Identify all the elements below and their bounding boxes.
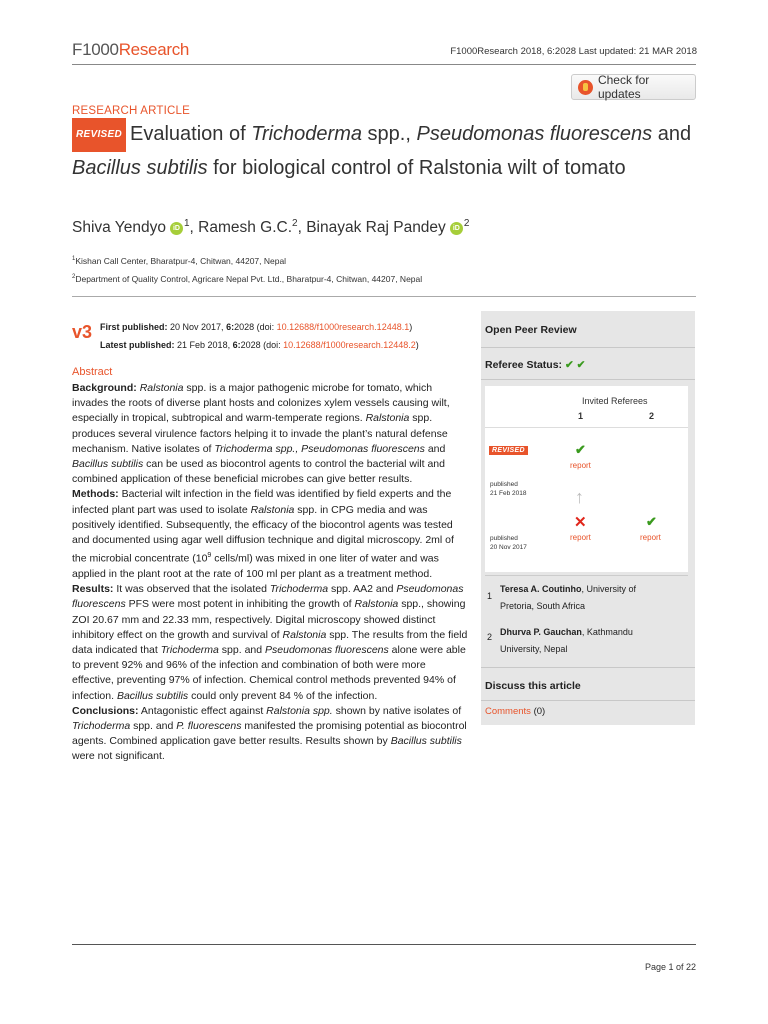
referee-number: 1 <box>487 591 493 601</box>
referee-number: 2 <box>487 632 493 642</box>
article-title: REVISED Evaluation of Trichoderma spp., Pseudomonas fluorescens and Bacillus subtilis for biological control of Ralstonia wilt of tomato <box>72 118 692 184</box>
abstract-results: Results: It was observed that the isolated Trichoderma spp. AA2 and Pseudomonas fluorescens PFS were most potent in inhibiting the growth of Ralstonia spp., showing ZOI 20.67 mm and 22.33 mm, respectively. Digital microscopy showed distinct inhibitory effect on the growth and survival of Ralstonia spp. The results from the field data indicated that Trichoderma spp. and Pseudomonas fluorescens alone were able to prevent 92% and 96% of the infection and combination of both were more effective, preventing 97% of infection. Chemical control methods prevented 94% of infection. Bacillus subtilis could only prevent 84 % of the infection. <box>72 583 468 702</box>
revised-badge: REVISED <box>72 118 126 152</box>
author-name[interactable]: Shiva Yendyo <box>72 219 166 237</box>
panel-divider <box>485 575 688 576</box>
referee-col-1: 1 <box>578 411 584 421</box>
panel-divider <box>481 379 695 380</box>
approved-check-icons: ✔ ✔ <box>564 359 586 371</box>
citation-line: F1000Research 2018, 6:2028 Last updated: 21 MAR 2018 <box>450 46 697 57</box>
header-divider <box>72 64 696 65</box>
peer-review-title: Open Peer Review <box>485 324 577 336</box>
table-divider <box>485 427 688 428</box>
first-published: First published: 20 Nov 2017, 6:2028 (doi: 10.12688/f1000research.12448.1) <box>100 322 413 332</box>
report-link[interactable]: report <box>640 533 661 542</box>
author-name[interactable]: Ramesh G.C. <box>198 219 293 237</box>
report-link[interactable]: report <box>570 533 591 542</box>
panel-divider <box>481 700 695 701</box>
footer-divider <box>72 944 696 945</box>
referee-entry-1: Teresa A. Coutinho, University of Pretoria, South Africa <box>500 584 637 611</box>
referee-status-label: Referee Status: ✔ ✔ <box>485 359 586 371</box>
comments-row: Comments (0) <box>485 706 546 717</box>
version-date-v2: published 21 Feb 2018 <box>490 481 527 497</box>
comments-link[interactable]: Comments <box>485 706 531 717</box>
abstract-heading: Abstract <box>72 366 113 378</box>
approved-icon: ✔ <box>646 514 657 529</box>
revised-version-badge: REVISED <box>489 446 528 455</box>
orcid-icon[interactable]: iD <box>170 222 183 235</box>
affiliation-2: $^2$Department of Quality Control, Agricare Nepal Pvt. Ltd., Bharatpur-4, Chitwan, 44207, Nepal <box>72 274 423 284</box>
not-approved-icon: ✕ <box>574 514 587 531</box>
affiliation-1: $^1$Kishan Call Center, Bharatpur-4, Chitwan, 44207, Nepal <box>72 256 287 266</box>
version-label: v3 <box>72 322 93 342</box>
referee-entry-2: Dhurva P. Gauchan, Kathmandu University, Nepal <box>500 627 633 654</box>
up-arrow-icon: ↑ <box>575 487 584 507</box>
approved-icon: ✔ <box>575 442 586 457</box>
check-for-updates-label: Check for updates <box>597 73 650 101</box>
author-list: Shiva Yendyo iD $^1$, Ramesh G.C.$^2$, Binayak Raj Pandey iD $^2$ <box>72 218 470 237</box>
referee-col-2: 2 <box>649 411 655 421</box>
version-date-v1: published 20 Nov 2017 <box>490 535 527 551</box>
section-divider <box>72 296 696 297</box>
author-name[interactable]: Binayak Raj Pandey <box>306 219 446 237</box>
doi-link[interactable]: 10.12688/f1000research.12448.2 <box>283 340 416 350</box>
report-link[interactable]: report <box>570 461 591 470</box>
panel-divider <box>481 667 695 668</box>
doi-link[interactable]: 10.12688/f1000research.12448.1 <box>276 322 410 332</box>
abstract-background: Background: Ralstonia spp. is a major pathogenic microbe for tomato, which invades the roots of diverse plant hosts and colonizes xylem vessels causing wilt, especially in tropical, subtropical and warm-temperate regions. Ralstonia spp. produces several virulence factors helping it to invade the plant’s natural defense mechanism. Native isolates of Trichoderma spp., Pseudomonas fluorescens and Bacillus subtilis can be used as biocontrol agents to control the bacterial wilt and combined application of these beneficial microbes can give better results. <box>72 382 450 486</box>
latest-published: Latest published: 21 Feb 2018, 6:2028 (doi: 10.12688/f1000research.12448.2) <box>100 340 419 350</box>
article-type: RESEARCH ARTICLE <box>72 105 191 117</box>
discuss-heading: Discuss this article <box>485 680 581 692</box>
invited-referees-label: Invited Referees <box>582 396 648 406</box>
check-for-updates-button[interactable] <box>571 74 696 100</box>
orcid-icon[interactable]: iD <box>450 222 463 235</box>
page-number: Page 1 of 22 <box>644 962 696 972</box>
abstract-methods: Methods: Bacterial wilt infection in the field was identified by field experts and the infected plant part was used to isolate Ralstonia spp. in CPG media and was positively identified. Subsequently, the efficacy of the biocontrol agents was tested and documented using agar well diffusion technique and digital microscopy. 2ml of the microbial concentrate ($10^9$ cells/ml) was mixed in one liter of water and was applied in the plant root at the rate of 100 ml per plant as a treatment method. <box>72 488 454 580</box>
panel-divider <box>481 347 695 348</box>
crossmark-icon <box>578 80 593 95</box>
abstract-body <box>72 381 470 765</box>
f1000research-logo: F1000Research <box>72 40 190 59</box>
abstract-conclusions: Conclusions: Antagonistic effect against Ralstonia spp. shown by native isolates of Trichoderma spp. and P. fluorescens manifested the promising potential as biocontrol agents. Combined application gave better results. Results shown by Bacillus subtilis were not significant. <box>72 704 467 763</box>
